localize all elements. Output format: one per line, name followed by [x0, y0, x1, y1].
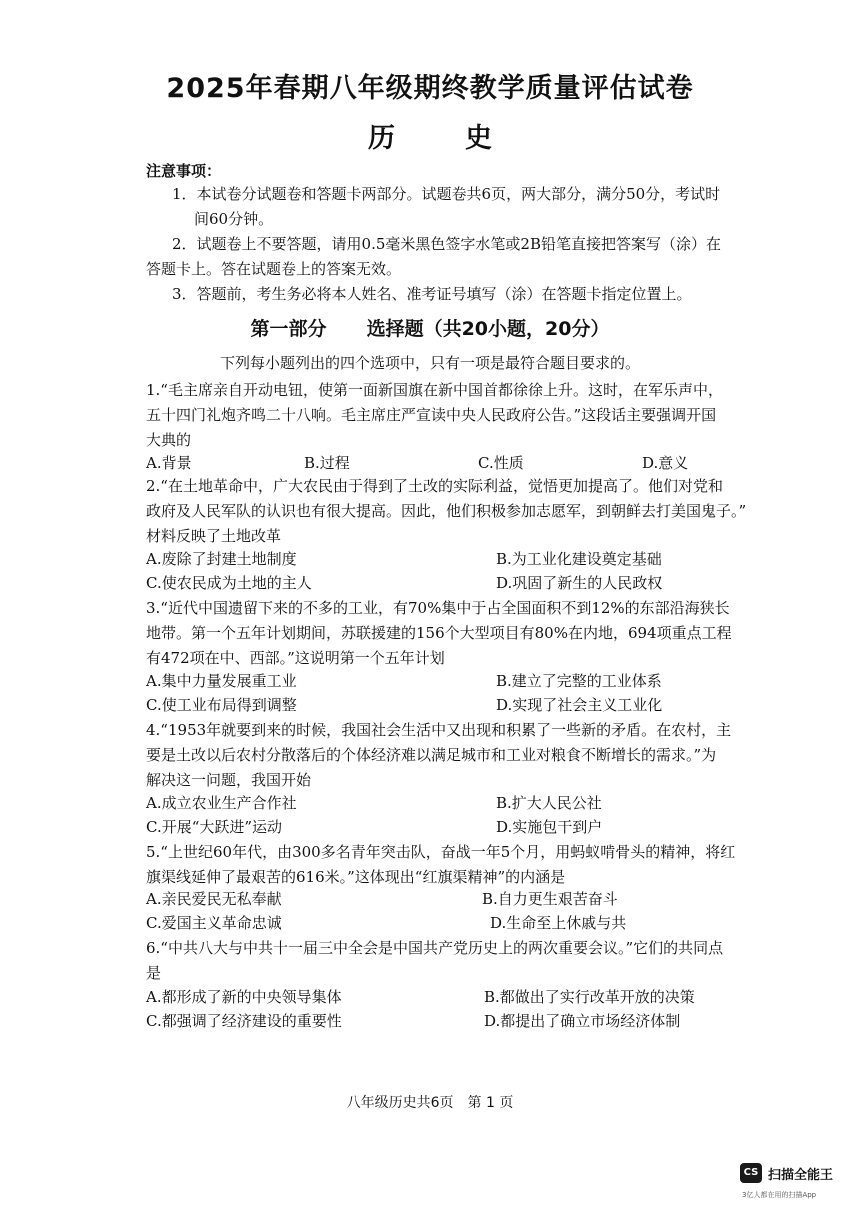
question-2-option-d: D.巩固了新生的人民政权: [496, 574, 663, 592]
question-3-option-c: C.使工业布局得到调整: [146, 696, 297, 714]
question-5-option-a: A.亲民爱民无私奉献: [146, 890, 282, 908]
question-1-line-3: 大典的: [146, 431, 192, 449]
part-one-instruction: 下列每小题列出的四个选项中，只有一项是最符合题目要求的。: [219, 354, 640, 372]
question-3-stem: [146, 596, 814, 671]
question-1-option-d: D.意义: [642, 454, 689, 472]
question-4-option-a: A.成立农业生产合作社: [146, 794, 297, 812]
part-one-subtitle: 选择题（共20小题，20分）: [366, 318, 610, 340]
notice-item-3: [172, 282, 812, 307]
question-3-line-1: 3.“近代中国遗留下来的不多的工业，有70%集中于占全国面积不到12%的东部沿海狭长: [146, 599, 730, 617]
question-2-option-b: B.为工业化建设奠定基础: [496, 550, 662, 568]
question-4-line-3: 解决这一问题，我国开始: [146, 771, 312, 789]
part-one-title: [0, 314, 860, 341]
question-6-option-a: A.都形成了新的中央领导集体: [146, 988, 342, 1006]
scanner-logo-icon: CS: [740, 1163, 762, 1183]
question-4-option-b: B.扩大人民公社: [496, 794, 602, 812]
question-2-option-a: A.废除了封建土地制度: [146, 550, 297, 568]
question-5-line-1: 5.“上世纪60年代，由300多名青年突击队，奋战一年5个月，用蚂蚁啃骨头的精神，将红: [146, 843, 736, 861]
question-4-option-d: D.实施包干到户: [496, 818, 603, 836]
question-1-option-c: C.性质: [478, 454, 524, 472]
question-6-line-1: 6.“中共八大与中共十一届三中全会是中国共产党历史上的两次重要会议。”它们的共同点: [146, 939, 724, 957]
question-4-stem: [146, 718, 814, 793]
scanner-app-tagline: 3亿人都在用的扫描App: [742, 1191, 817, 1199]
question-1-stem: [146, 378, 814, 453]
notice-heading: 注意事项：: [146, 162, 222, 180]
question-6-option-c: C.都强调了经济建设的重要性: [146, 1012, 342, 1030]
question-1-option-a: A.背景: [146, 454, 192, 472]
question-4-line-1: 4.“1953年就要到来的时候，我国社会生活中又出现和积累了一些新的矛盾。在农村，主: [146, 721, 732, 739]
question-2-stem: [146, 474, 814, 549]
question-6-stem: [146, 936, 814, 986]
question-2-line-3: 材料反映了土地改革: [146, 527, 282, 545]
scanner-watermark: [740, 1163, 850, 1207]
exam-title: 2025年春期八年级期终教学质量评估试卷: [166, 73, 694, 104]
question-3-line-2: 地带。第一个五年计划期间，苏联援建的156个大型项目有80%在内地，694项重点工程: [146, 624, 732, 642]
question-3-option-d: D.实现了社会主义工业化: [496, 696, 663, 714]
notice-item-2-line-1: 2．试题卷上不要答题，请用0.5毫米黑色签字水笔或2B铅笔直接把答案写（涂）在: [172, 235, 721, 253]
notice-item-1: [172, 182, 812, 232]
question-1-option-b: B.过程: [304, 454, 350, 472]
question-3-option-a: A.集中力量发展重工业: [146, 672, 297, 690]
question-5-stem: [146, 840, 814, 890]
question-4-option-c: C.开展“大跃进”运动: [146, 818, 283, 836]
notice-item-1-line-1: 1．本试卷分试题卷和答题卡两部分。试题卷共6页，两大部分，满分50分，考试时: [172, 185, 721, 203]
part-one-label: 第一部分: [250, 318, 327, 340]
question-2-line-2: 政府及人民军队的认识也有很大提高。因此，他们积极参加志愿军，到朝鲜去打美国鬼子。”: [146, 502, 747, 520]
question-2-line-1: 2.“在土地革命中，广大农民由于得到了土改的实际利益，觉悟更加提高了。他们对党和: [146, 477, 723, 495]
question-5-option-d: D.生命至上休戚与共: [490, 914, 627, 932]
question-6-option-b: B.都做出了实行改革开放的决策: [484, 988, 695, 1006]
page-footer: [0, 1092, 860, 1112]
footer-page-number: 第 1 页: [467, 1095, 514, 1111]
question-1-line-2: 五十四门礼炮齐鸣二十八响。毛主席庄严宣读中央人民政府公告。”这段话主要强调开国: [146, 406, 717, 424]
question-3-option-b: B.建立了完整的工业体系: [496, 672, 662, 690]
notice-item-2: [146, 232, 812, 282]
footer-page-count: 八年级历史共6页: [346, 1095, 454, 1111]
question-3-line-3: 有472项在中、西部。”这说明第一个五年计划: [146, 649, 445, 667]
notice-item-2-line-2: 答题卡上。答在试题卷上的答案无效。: [146, 260, 402, 278]
question-5-line-2: 旗渠线延伸了最艰苦的616米。”这体现出“红旗渠精神”的内涵是: [146, 868, 566, 886]
question-5-option-b: B.自力更生艰苦奋斗: [482, 890, 618, 908]
scanner-app-name: 扫描全能王: [768, 1168, 834, 1183]
question-4-line-2: 要是土改以后农村分散落后的个体经济难以满足城市和工业对粮食不断增长的需求。”为: [146, 746, 717, 764]
question-6-option-d: D.都提出了确立市场经济体制: [484, 1012, 681, 1030]
notice-item-1-line-2: 间60分钟。: [194, 210, 274, 228]
question-5-option-c: C.爱国主义革命忠诚: [146, 914, 282, 932]
question-2-option-c: C.使农民成为土地的主人: [146, 574, 312, 592]
question-6-line-2: 是: [146, 964, 162, 982]
notice-item-3-line-1: 3．答题前，考生务必将本人姓名、准考证号填写（涂）在答题卡指定位置上。: [172, 285, 692, 303]
question-1-line-1: 1.“毛主席亲自开动电钮，使第一面新国旗在新中国首都徐徐上升。这时，在军乐声中，: [146, 381, 723, 399]
subject-title: 历史: [368, 123, 562, 154]
